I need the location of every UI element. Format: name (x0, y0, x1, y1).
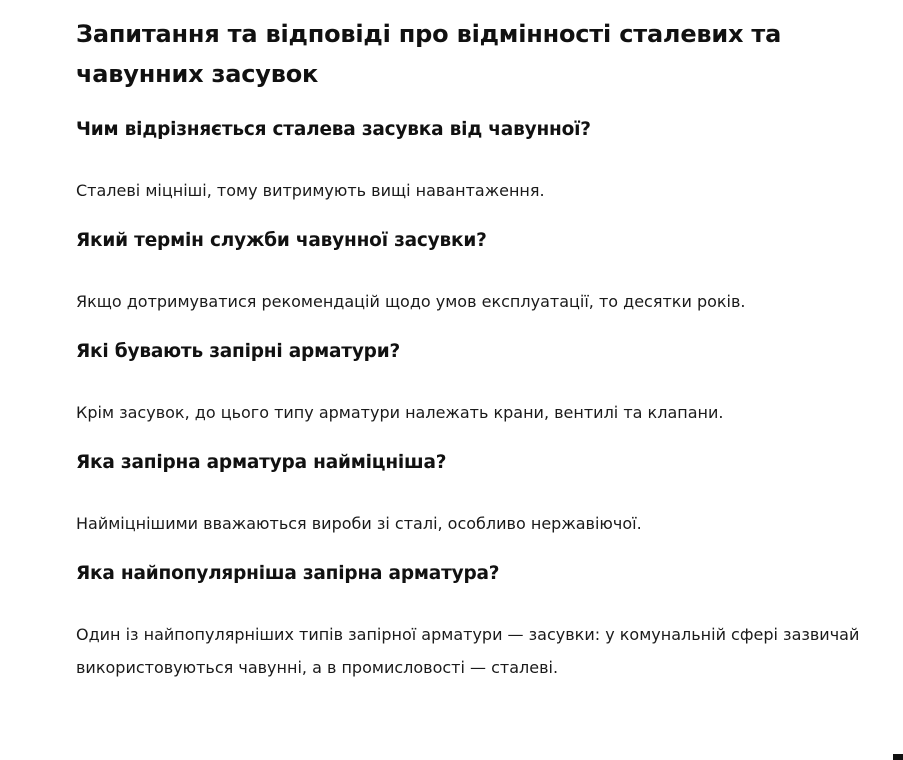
faq-answer: Крім засувок, до цього типу арматури належать крани, вентилі та клапани. (76, 403, 724, 422)
scroll-to-top-button[interactable] (893, 754, 903, 760)
faq-article (76, 14, 896, 704)
faq-item (76, 338, 896, 429)
faq-item (76, 449, 896, 540)
faq-item (76, 560, 896, 684)
faq-question: Які бувають запірні арматури? (76, 341, 401, 362)
faq-item (76, 116, 896, 207)
page-title: Запитання та відповіді про відмінності сталевих та чавунних засувок (76, 20, 782, 88)
faq-question: Чим відрізняється сталева засувка від чавунної? (76, 119, 591, 140)
faq-answer: Якщо дотримуватися рекомендацій щодо умов експлуатації, то десятки років. (76, 292, 746, 311)
faq-question: Яка запірна арматура найміцніша? (76, 452, 447, 473)
faq-answer: Один із найпопулярніших типів запірної арматури — засувки: у комунальній сфері зазвичай використовуються чавунні, а в промисловості — сталеві. (76, 625, 860, 677)
faq-answer: Найміцнішими вважаються вироби зі сталі, особливо нержавіючої. (76, 514, 642, 533)
faq-question: Який термін служби чавунної засувки? (76, 230, 487, 251)
faq-item (76, 227, 896, 318)
faq-question: Яка найпопулярніша запірна арматура? (76, 563, 500, 584)
faq-answer: Сталеві міцніші, тому витримують вищі навантаження. (76, 181, 545, 200)
